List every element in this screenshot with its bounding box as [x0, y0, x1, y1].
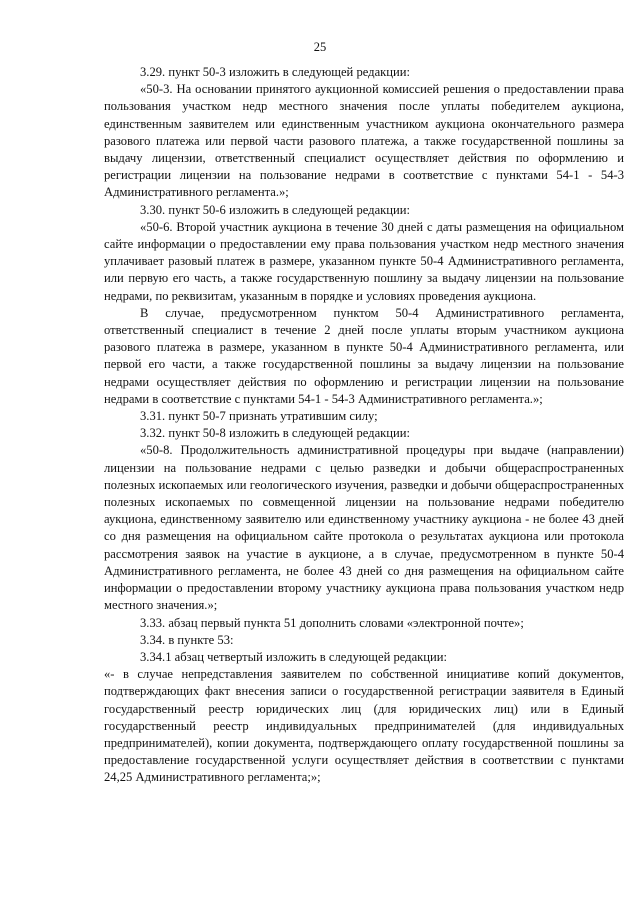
paragraph-3-29: 3.29. пункт 50-3 изложить в следующей редакции:: [140, 65, 411, 79]
page-number: 25: [313, 40, 327, 54]
paragraph-3-33: 3.33. абзац первый пункта 51 дополнить словами «электронной почте»;: [140, 615, 524, 630]
paragraph-3-32: 3.32. пункт 50-8 изложить в следующей редакции:: [140, 426, 411, 441]
paragraph-50-6-text: «50-6. Второй участник аукциона в течение 30 дней с даты размещения на официальном сайте информации о предоставлении ему права пользования участком недр местного значения уплачивает разовый платеж в размере, указанном пункте 50-4 Административного регламента, или первую его часть, а также государственную пошлину за выдачу лицензии на пользование недрами, по реквизитам, указанным в порядке и условиях проведения аукциона.: [104, 219, 624, 303]
paragraph-3-34: 3.34. в пункте 53:: [140, 632, 234, 647]
paragraph-50-6-case: В случае, предусмотренном пунктом 50-4 Административного регламента, ответственный специалист в течение 2 дней после уплаты вторым участником аукциона разового платежа в размере, указанном в пункте 50-4 Административного регламента, или первой его части, а также государственной пошлины за выдачу лицензии на пользование недрами осуществляет действия по оформлению и регистрации лицензии на пользование недрами в соответствие с пунктами 54-1 - 54-3 Административного регламента.»;: [104, 305, 624, 406]
paragraph-50-3-text: «50-3. На основании принятого аукционной комиссией решения о предоставлении права пользования участком недр местного значения после уплаты победителем аукциона, единственным заявителем или единственным участником аукциона окончательного размера разового платежа или первой части разового платежа, а также государственной пошлины за выдачу лицензии, ответственный специалист осуществляет действия по оформлению и регистрации лицензии на пользование недрами в соответствие с пунктами 54-1 - 54-3 Административного регламента.»;: [104, 82, 624, 200]
paragraph-3-31: 3.31. пункт 50-7 признать утратившим силу;: [140, 409, 378, 424]
paragraph-3-30: 3.30. пункт 50-6 изложить в следующей редакции:: [140, 202, 411, 217]
paragraph-53-abzac-4-text: «- в случае непредставления заявителем по собственной инициативе копий документов, подтверждающих факт внесения записи о государственной регистрации заявителя в Единый государственный реестр юридических лиц (для юридических лиц) или в Единый государственный реестр индивидуальных предпринимателей (для индивидуальных предпринимателей), копии документа, подтверждающего оплату государственной пошлины за предоставление государственной услуги осуществляет действия в соответствии с пунктами 24,25 Административного регламента;»;: [104, 667, 624, 785]
document-body: [104, 64, 624, 787]
paragraph-50-8-text: «50-8. Продолжительность административной процедуры при выдаче (направлении) лицензии на пользование недрами с целью разведки и добычи общераспространенных полезных ископаемых или геологического изучения, разведки и добычи общераспространенных полезных ископаемых по совмещенной лицензии на пользование недрами победителю аукциона, единственному заявителю или единственному участнику аукциона - не более 43 дней со дня размещения на официальном сайте протокола о результатах аукциона или протокола рассмотрения заявок на участие в аукционе, а в случае, предусмотренном в пункте 50-4 Административного регламента, не более 43 дней со дня размещения на официальном сайте информации о предоставлении второму участнику аукциона права пользования участком недр местного значения.»;: [104, 443, 624, 613]
paragraph-3-34-1: 3.34.1 абзац четвертый изложить в следующей редакции:: [140, 649, 448, 664]
